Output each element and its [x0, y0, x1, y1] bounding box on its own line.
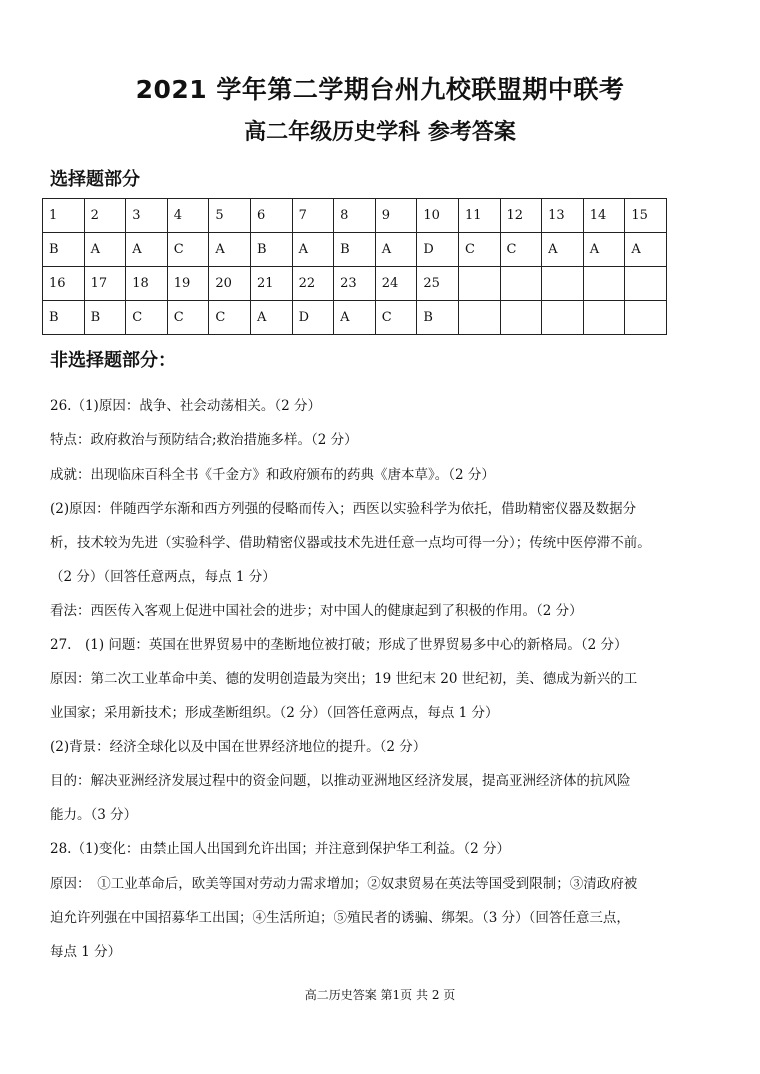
question-number-cell: 14 — [583, 199, 625, 233]
answer-cell: A — [375, 233, 417, 267]
question-number-cell: 21 — [250, 267, 292, 301]
answer-cell: B — [250, 233, 292, 267]
answer-text-line: 目的：解决亚洲经济发展过程中的资金问题，以推动亚洲地区经济发展，提高亚洲经济体的抗风险 — [50, 773, 631, 789]
answer-cell: B — [334, 233, 376, 267]
answer-cell: C — [209, 301, 251, 335]
answer-text-line: 析，技术较为先进（实验科学、借助精密仪器或技术先进任意一点均可得一分）；传统中医停滞不前。 — [50, 535, 651, 551]
answer-text-line: (2)背景：经济全球化以及中国在世界经济地位的提升。（2 分） — [50, 739, 427, 755]
question-number-cell: 17 — [84, 267, 126, 301]
answer-cell — [458, 301, 500, 335]
answer-cell — [500, 301, 542, 335]
question-number-cell — [500, 267, 542, 301]
question-number-cell: 25 — [417, 267, 459, 301]
answer-cell: C — [167, 233, 209, 267]
question-number-cell: 20 — [209, 267, 251, 301]
question-number-row — [43, 199, 667, 233]
answer-cell: C — [500, 233, 542, 267]
question-number-cell: 9 — [375, 199, 417, 233]
answer-cell: A — [625, 233, 667, 267]
section-heading-nonchoice: 非选择题部分： — [50, 350, 176, 371]
answer-cell: A — [292, 233, 334, 267]
question-number-cell: 22 — [292, 267, 334, 301]
answer-cell: C — [375, 301, 417, 335]
question-number-cell: 23 — [334, 267, 376, 301]
answer-row — [43, 233, 667, 267]
answer-cell: B — [43, 233, 85, 267]
answer-cell: A — [209, 233, 251, 267]
answer-cell: A — [334, 301, 376, 335]
answer-cell: C — [458, 233, 500, 267]
document-subtitle: 高二年级历史学科 参考答案 — [244, 120, 516, 145]
answer-cell: B — [84, 301, 126, 335]
answer-text-line: 26.（1)原因：战争、社会动荡相关。（2 分） — [50, 398, 321, 414]
answer-table — [42, 198, 667, 335]
question-number-cell — [542, 267, 584, 301]
question-number-cell — [583, 267, 625, 301]
answer-cell: D — [417, 233, 459, 267]
question-number-cell: 10 — [417, 199, 459, 233]
question-number-cell: 18 — [126, 267, 168, 301]
answer-cell — [542, 301, 584, 335]
question-number-cell: 15 — [625, 199, 667, 233]
question-number-cell: 13 — [542, 199, 584, 233]
page-footer: 高二历史答案 第1页 共 2 页 — [304, 988, 456, 1002]
answer-cell — [583, 301, 625, 335]
answer-cell: C — [126, 301, 168, 335]
answer-cell: A — [250, 301, 292, 335]
question-number-cell: 5 — [209, 199, 251, 233]
answer-cell — [625, 301, 667, 335]
answer-text-line: 成就：出现临床百科全书《千金方》和政府颁布的药典《唐本草》。（2 分） — [50, 467, 495, 483]
question-number-cell: 4 — [167, 199, 209, 233]
answer-text-line: 28.（1)变化：由禁止国人出国到允许出国；并注意到保护华工利益。（2 分） — [50, 841, 510, 857]
answer-cell: D — [292, 301, 334, 335]
answer-text-line: 迫允许列强在中国招募华工出国；④生活所迫；⑤殖民者的诱骗、绑架。（3 分）（回答任意三点， — [50, 910, 630, 926]
answer-text-line: 原因：第二次工业革命中美、德的发明创造最为突出；19 世纪末 20 世纪初，美、德成为新兴的工 — [50, 671, 638, 687]
question-number-cell: 6 — [250, 199, 292, 233]
answer-cell: A — [84, 233, 126, 267]
question-number-cell: 12 — [500, 199, 542, 233]
answer-cell: A — [583, 233, 625, 267]
document-title: 2021 学年第二学期台州九校联盟期中联考 — [135, 75, 625, 104]
answer-text-line: (2)原因：伴随西学东渐和西方列强的侵略而传入；西医以实验科学为依托，借助精密仪器及数据分 — [50, 501, 637, 517]
section-heading-choice: 选择题部分 — [50, 169, 140, 190]
answer-text-line: 看法：西医传入客观上促进中国社会的进步；对中国人的健康起到了积极的作用。（2 分） — [50, 603, 583, 619]
question-number-cell: 8 — [334, 199, 376, 233]
question-number-cell — [458, 267, 500, 301]
question-number-cell: 3 — [126, 199, 168, 233]
question-number-cell: 16 — [43, 267, 85, 301]
question-number-cell: 24 — [375, 267, 417, 301]
question-number-cell: 2 — [84, 199, 126, 233]
answer-text-line: 27. (1) 问题：英国在世界贸易中的垄断地位被打破；形成了世界贸易多中心的新格局。（2 分） — [50, 637, 628, 653]
question-number-cell: 19 — [167, 267, 209, 301]
question-number-row — [43, 267, 667, 301]
answer-row — [43, 301, 667, 335]
answer-text-line: 每点 1 分） — [50, 944, 122, 960]
answer-text-line: （2 分）（回答任意两点，每点 1 分） — [50, 569, 276, 585]
answer-cell: B — [43, 301, 85, 335]
answer-cell: A — [126, 233, 168, 267]
answer-cell: C — [167, 301, 209, 335]
answer-text-line: 特点：政府救治与预防结合;救治措施多样。（2 分） — [50, 432, 358, 448]
question-number-cell: 7 — [292, 199, 334, 233]
answer-cell: B — [417, 301, 459, 335]
question-number-cell — [625, 267, 667, 301]
answer-text-line: 能力。（3 分） — [50, 807, 138, 823]
answer-text-line: 原因： ①工业革命后，欧美等国对劳动力需求增加；②奴隶贸易在英法等国受到限制；③清政府被 — [50, 876, 638, 892]
answer-cell: A — [542, 233, 584, 267]
question-number-cell: 1 — [43, 199, 85, 233]
answer-text-line: 业国家；采用新技术；形成垄断组织。（2 分）（回答任意两点，每点 1 分） — [50, 705, 499, 721]
question-number-cell: 11 — [458, 199, 500, 233]
